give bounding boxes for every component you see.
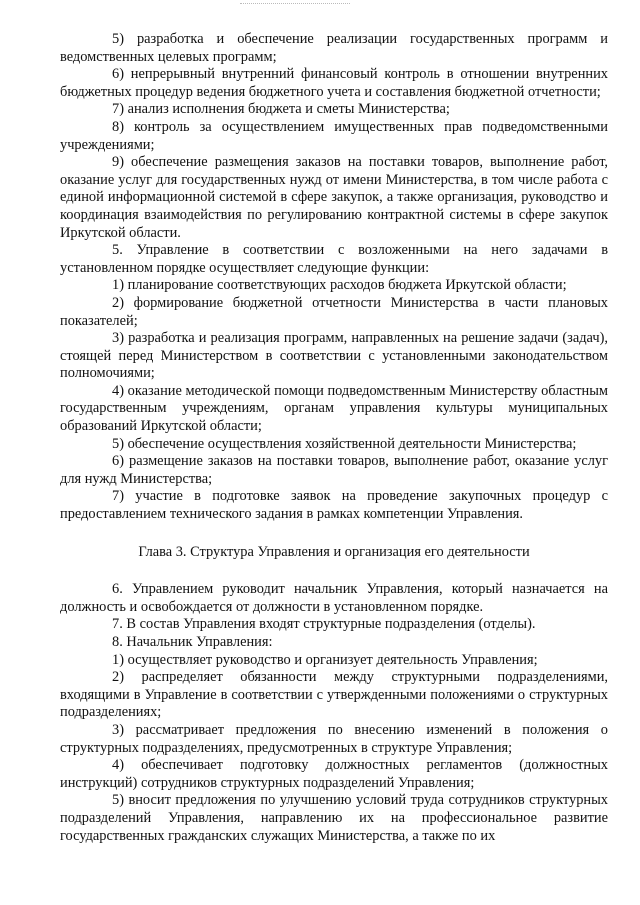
functions-list-part1 bbox=[60, 31, 608, 524]
paragraph: 1) осуществляет руководство и организует деятельность Управления; bbox=[112, 651, 538, 668]
paragraph: 5) разработка и обеспечение реализации государственных программ и ведомственных целевых программ; bbox=[60, 31, 608, 65]
paragraph: 9) обеспечение размещения заказов на поставки товаров, выполнение работ, оказание услуг для государственных нужд от имени Министерства, в том числе работа с единой информационной системой в сфере закупок, а также организация, руководство и координация взаимодействия по регулированию контрактной системы в сфере закупок Иркутской области. bbox=[60, 154, 608, 241]
paragraph: 7. В состав Управления входят структурные подразделения (отделы). bbox=[112, 616, 536, 633]
chapter-3-body bbox=[60, 581, 608, 845]
paragraph: 5) обеспечение осуществления хозяйственной деятельности Министерства; bbox=[112, 435, 577, 452]
paragraph: 3) разработка и реализация программ, направленных на решение задачи (задач), стоящей перед Министерством в соответствии с установленными законодательством полномочиями; bbox=[60, 330, 608, 382]
paragraph: 8. Начальник Управления: bbox=[112, 634, 273, 650]
paragraph: 6) непрерывный внутренний финансовый контроль в отношении внутренних бюджетных процедур ведения бюджетного учета и составления бюджетной отчетности; bbox=[60, 66, 608, 100]
document-body bbox=[60, 31, 608, 845]
paragraph: 5) вносит предложения по улучшению условий труда сотрудников структурных подразделений Управления, направлению их на профессиональное развитие государственных гражданских служащих Министерства, а также по их bbox=[60, 792, 608, 844]
paragraph: 1) планирование соответствующих расходов бюджета Иркутской области; bbox=[112, 277, 567, 294]
scan-artifact bbox=[240, 3, 350, 7]
paragraph: 2) распределяет обязанности между структурными подразделениями, входящими в Управление в соответствии с утвержденными положениями о структурных подразделениях; bbox=[60, 669, 608, 721]
paragraph: 6) размещение заказов на поставки товаров, выполнение работ, оказание услуг для нужд Министерства; bbox=[60, 453, 608, 487]
paragraph: 4) оказание методической помощи подведомственным Министерству областным государственным учреждениям, органам управления культуры муниципальных образований Иркутской области; bbox=[60, 382, 608, 435]
paragraph: 7) участие в подготовке заявок на проведение закупочных процедур с предоставлением технического задания в рамках компетенции Управления. bbox=[60, 488, 608, 523]
paragraph: 4) обеспечивает подготовку должностных регламентов (должностных инструкций) сотрудников структурных подразделений Управления; bbox=[60, 757, 608, 791]
paragraph: 8) контроль за осуществлением имущественных прав подведомственными учреждениями; bbox=[60, 118, 608, 153]
paragraph: 5. Управление в соответствии с возложенными на него задачами в установленном порядке осуществляет следующие функции: bbox=[60, 242, 608, 276]
chapter-heading: Глава 3. Структура Управления и организация его деятельности bbox=[138, 543, 530, 560]
paragraph: 6. Управлением руководит начальник Управления, который назначается на должность и освобождается от должности в установленном порядке. bbox=[60, 581, 608, 615]
paragraph: 7) анализ исполнения бюджета и сметы Министерства; bbox=[112, 101, 450, 118]
paragraph: 2) формирование бюджетной отчетности Министерства в части плановых показателей; bbox=[60, 294, 608, 329]
paragraph: 3) рассматривает предложения по внесению изменений в положения о структурных подразделениях, предусмотренных в структуре Управления; bbox=[60, 721, 608, 756]
